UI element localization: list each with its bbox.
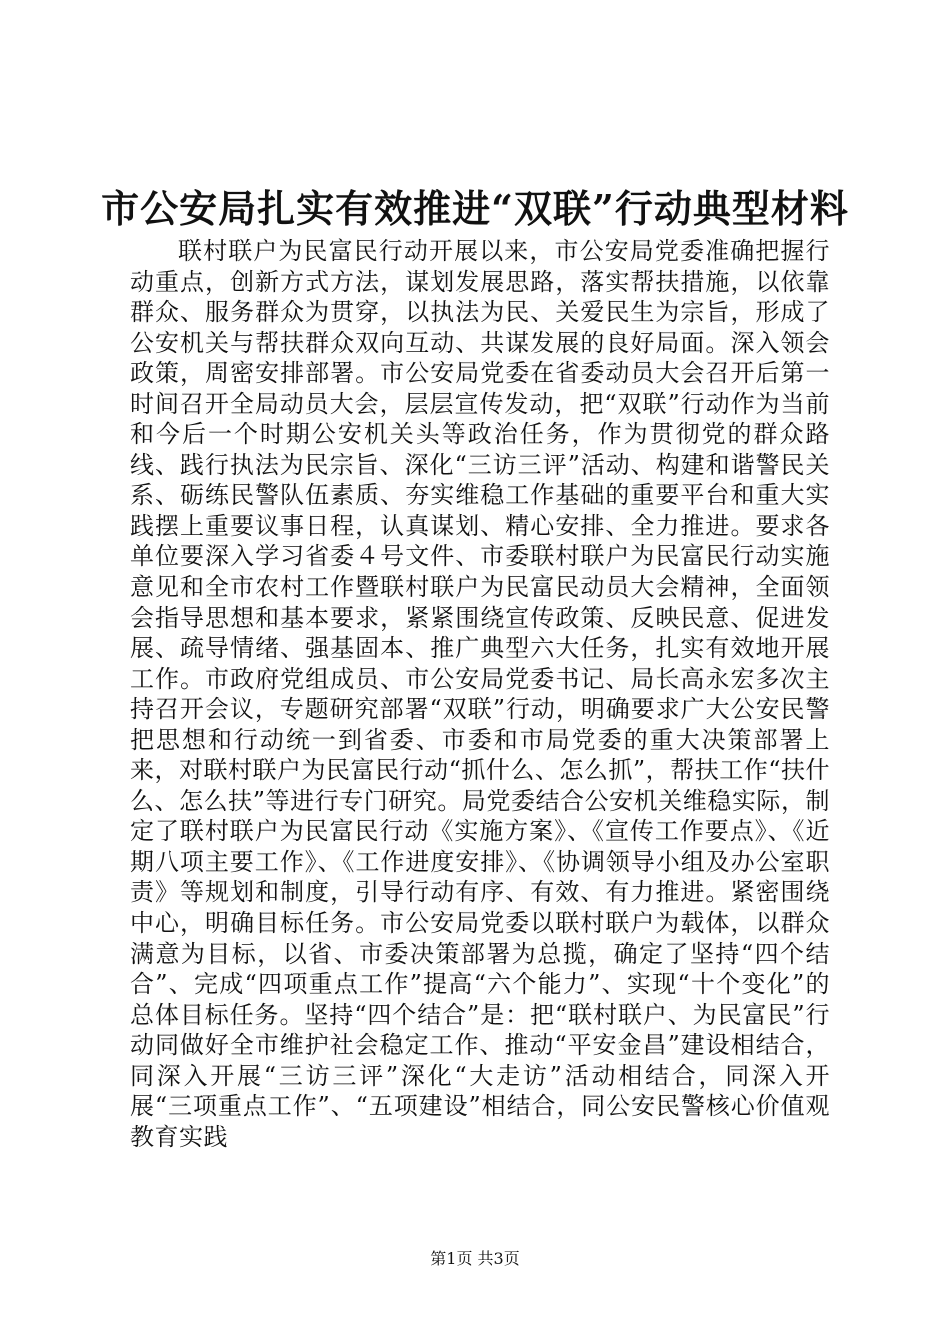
document-title: 市公安局扎实有效推进“双联”行动典型材料 bbox=[101, 186, 849, 231]
page-footer: 第1页 共3页 bbox=[430, 1249, 520, 1268]
document-body-paragraph: 联村联户为民富民行动开展以来，市公安局党委准确把握行动重点，创新方式方法，谋划发展思路，落实帮扶措施，以依靠群众、服务群众为贯穿，以执法为民、关爱民生为宗旨，形成了公安机关与帮扶群众双向互动、共谋发展的良好局面。深入领会政策，周密安排部署。市公安局党委在省委动员大会召开后第一时间召开全局动员大会，层层宣传发动，把“双联”行动作为当前和今后一个时期公安机关头等政治任务，作为贯彻党的群众路线、践行执法为民宗旨、深化“三访三评”活动、构建和谐警民关系、砺练民警队伍素质、夯实维稳工作基础的重要平台和重大实践摆上重要议事日程，认真谋划、精心安排、全力推进。要求各单位要深入学习省委４号文件、市委联村联户为民富民行动实施意见和全市农村工作暨联村联户为民富民动员大会精神，全面领会指导思想和基本要求，紧紧围绕宣传政策、反映民意、促进发展、疏导情绪、强基固本、推广典型六大任务，扎实有效地开展工作。市政府党组成员、市公安局党委书记、局长高永宏多次主持召开会议，专题研究部署“双联”行动，明确要求广大公安民警把思想和行动统一到省委、市委和市局党委的重大决策部署上来，对联村联户为民富民行动“抓什么、怎么抓”，帮扶工作“扶什么、怎么扶”等进行专门研究。局党委结合公安机关维稳实际，制定了联村联户为民富民行动《实施方案》、《宣传工作要点》、《近期八项主要工作》、《工作进度安排》、《协调领导小组及办公室职责》等规划和制度，引导行动有序、有效、有力推进。紧密围绕中心，明确目标任务。市公安局党委以联村联户为载体，以群众满意为目标，以省、市委决策部署为总揽，确定了坚持“四个结合”、完成“四项重点工作”提高“六个能力”、实现“十个变化”的总体目标任务。坚持“四个结合”是：把“联村联户、为民富民”行动同做好全市维护社会稳定工作、推动“平安金昌”建设相结合，同深入开展“三访三评”深化“大走访”活动相结合，同深入开展“三项重点工作”、“五项建设”相结合，同公安民警核心价值观教育实践 bbox=[130, 237, 830, 1151]
